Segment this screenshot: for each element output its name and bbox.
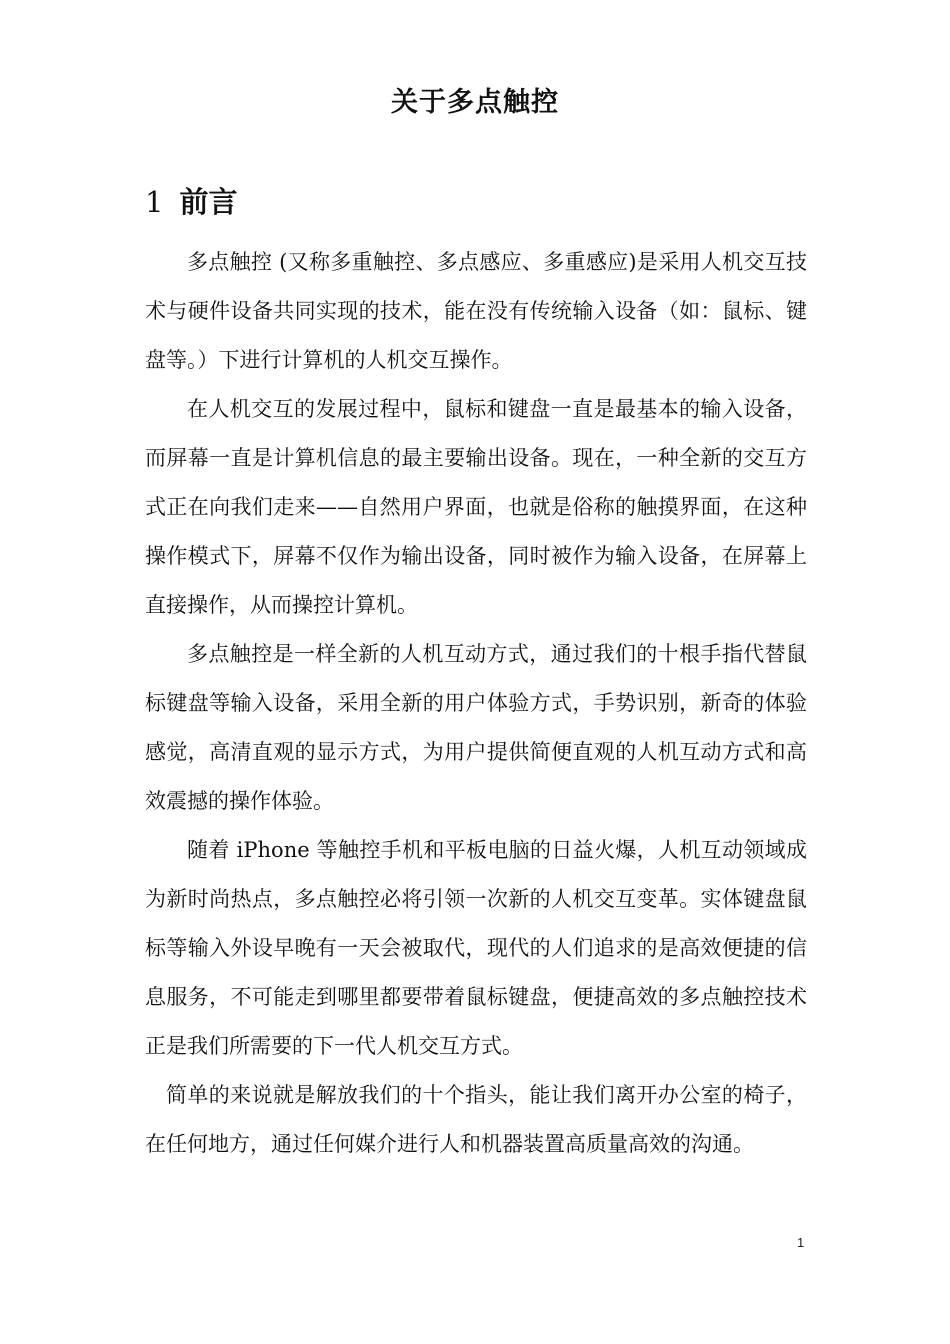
section-heading (145, 180, 237, 221)
section-number: 1 (145, 185, 164, 219)
page-number: 1 (797, 1235, 805, 1250)
paragraph: 在人机交互的发展过程中，鼠标和键盘一直是最基本的输入设备，而屏幕一直是计算机信息的最主要输出设备。现在，一种全新的交互方式正在向我们走来——自然用户界面，也就是俗称的触摸界面，在这种操作模式下，屏幕不仅作为输出设备，同时被作为输入设备，在屏幕上直接操作，从而操控计算机。 (145, 397, 807, 617)
document-title: 关于多点触控 (391, 87, 559, 118)
section-body (145, 238, 807, 1169)
section-title: 前言 (179, 185, 238, 219)
paragraph: 多点触控是一样全新的人机互动方式，通过我们的十根手指代替鼠标键盘等输入设备，采用全新的用户体验方式，手势识别，新奇的体验感觉，高清直观的显示方式，为用户提供简便直观的人机互动方式和高效震撼的操作体验。 (145, 642, 807, 813)
paragraph: 简单的来说就是解放我们的十个指头，能让我们离开办公室的椅子，在任何地方，通过任何媒介进行人和机器装置高质量高效的沟通。 (145, 1083, 807, 1156)
paragraph: 随着 iPhone 等触控手机和平板电脑的日益火爆，人机互动领域成为新时尚热点，多点触控必将引领一次新的人机交互变革。实体键盘鼠标等输入外设早晚有一天会被取代，现代的人们追求的是高效便捷的信息服务，不可能走到哪里都要带着鼠标键盘，便捷高效的多点触控技术正是我们所需要的下一代人机交互方式。 (145, 838, 807, 1058)
paragraph: 多点触控 (又称多重触控、多点感应、多重感应)是采用人机交互技术与硬件设备共同实现的技术，能在没有传统输入设备（如：鼠标、键盘等。）下进行计算机的人机交互操作。 (145, 250, 807, 372)
